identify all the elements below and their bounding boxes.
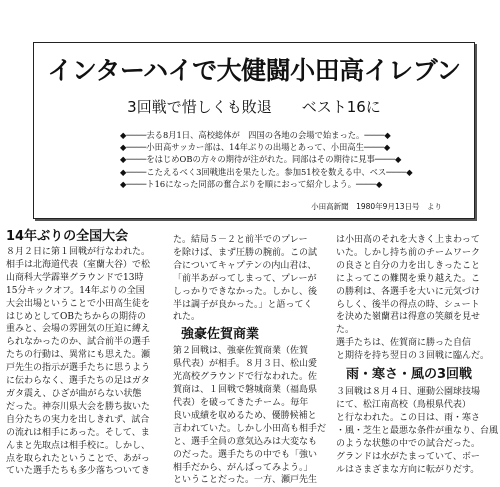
source-credit: 小田高新聞 1980年9月13日号 より bbox=[311, 202, 442, 211]
body-line: んまと先取点は相手校に。しかし、 bbox=[6, 440, 151, 451]
summary-line: ◆────をはじめOBの方々の期待が注がれた。同部はその期待に見事────◆ bbox=[120, 154, 402, 165]
body-line: のだった。選手たちの中でも「強い bbox=[173, 449, 318, 460]
body-line: 相手は北海道代表（室蘭大谷）で松 bbox=[6, 259, 151, 270]
body-line: はじめとしてOBたちからの期待の bbox=[6, 311, 146, 322]
body-line: のような状態の中での試合だった。 bbox=[336, 438, 481, 449]
section-heading: 雨・寒さ・風の3回戦 bbox=[346, 367, 473, 383]
body-line: 自分たちの実力を出しきれず、試合 bbox=[6, 414, 150, 425]
body-line: の良さと自分の力を出しきったこと bbox=[336, 260, 481, 271]
body-line: 相手だから、がんばってみよう。」 bbox=[173, 462, 313, 473]
body-line: らしく、後半の得点の時、シュート bbox=[336, 299, 480, 310]
body-line: 15分キックオフ。14年ぶりの全国 bbox=[6, 285, 145, 296]
body-line: に伝わらなく、選手たちの足はガタ bbox=[6, 376, 150, 387]
body-line: だった。神奈川県大会を勝ち抜いた bbox=[6, 401, 151, 412]
body-line: 言われていた。しかし小田高も相手だ bbox=[173, 423, 327, 434]
body-line: の勝利は、各選手を大いに元気づけ bbox=[336, 286, 481, 297]
body-line: を決めた嶺蘭君は得意の笑顔を見せ bbox=[336, 312, 481, 323]
body-line: は小田高のそれを大きく上まわって bbox=[336, 235, 480, 245]
article-column-3 bbox=[336, 234, 498, 476]
body-line: 山商科大学霹崋グラウンドで13時 bbox=[6, 272, 144, 283]
lead-summary bbox=[120, 129, 420, 190]
article-column-2 bbox=[173, 234, 331, 487]
body-line: 戸先生の指示が選手たちに思うよう bbox=[6, 363, 151, 374]
summary-line: ◆────去る8月1日、高校総体が 四国の各地の会場で始まった。────◆ bbox=[120, 130, 391, 140]
headline-box bbox=[33, 42, 475, 219]
body-line: と、選手全員の意気込みは大変なも bbox=[173, 436, 318, 447]
body-line: 「前半あがってしまって、プレーが bbox=[173, 273, 317, 284]
summary-line: ◆────小田高サッカー部は、14年ぶりの出場とあって、小田高生────◆ bbox=[120, 142, 391, 153]
body-line: 賀商は、１回戦で磐城商業（福島県 bbox=[173, 385, 318, 396]
body-line: しっかりできなかった。しかし、後 bbox=[173, 286, 318, 297]
article-title: インターハイで大健闘小田高イレブン bbox=[47, 56, 461, 85]
body-line: 光高校グラウンドで行なわれた。佐 bbox=[173, 372, 318, 383]
body-line: ８月２日に第１回戦が行なわれた。 bbox=[6, 247, 151, 257]
body-line: たちの行動は、異常にも思えた。瀬 bbox=[6, 350, 151, 361]
body-line: と行なわれた。この日は、雨・寒さ bbox=[336, 412, 481, 423]
body-line: 点を取られたということで、あがっ bbox=[6, 453, 150, 464]
body-line: 良い成績を収めるため、優勝候補と bbox=[173, 410, 317, 421]
body-line: ３回戦は８月４日、運動公園球技場 bbox=[336, 387, 481, 398]
body-line: ということだった。一方、瀬戸先生 bbox=[173, 475, 318, 486]
section-heading: 強豪佐賀商業 bbox=[181, 327, 260, 343]
body-line: れた。 bbox=[173, 312, 201, 323]
body-line: いた。しかし持ち前のチームワーク bbox=[336, 247, 481, 258]
body-line: 県代表）が相手。８月３日、松山愛 bbox=[173, 359, 318, 370]
body-line: ていた選手たちも多少落ちついてき bbox=[6, 466, 150, 477]
summary-line: ◆────こたえるべく3回戦進出を果たした。参加51校を数える中、ベス────◆ bbox=[120, 166, 413, 177]
body-line: 第２回戦は、強豪佐賀商業（佐賀 bbox=[173, 346, 309, 357]
body-line: ガタ震え、ひざが曲がらない状態 bbox=[6, 388, 142, 399]
body-line: 大会出場ということで小田高生徒を bbox=[6, 298, 151, 309]
body-line: グランドは水がたまっていて、ボー bbox=[336, 451, 480, 462]
body-line: を除けば、まず圧勝の腕前。この試 bbox=[173, 247, 318, 258]
body-line: と期待を持ち翌日の３回戦に臨んだ。 bbox=[336, 351, 490, 362]
body-line: 代表）を破ってきたチーム。毎年 bbox=[173, 397, 309, 408]
article-column-1 bbox=[6, 228, 166, 478]
body-line: にて、松江南高校（鳥根県代表） bbox=[336, 399, 471, 410]
article-subtitle: 3回戦で惜しくも敗退 ベスト16に bbox=[127, 98, 381, 116]
body-line: 半は調子が良かった。」と語ってく bbox=[173, 299, 313, 310]
section-heading: 14年ぶりの全国大会 bbox=[6, 229, 129, 244]
body-line: によってこの難関を乗り越えた。こ bbox=[336, 273, 481, 284]
body-line: た。 bbox=[336, 325, 355, 336]
body-line: た。結局５－２と前半でのプレー bbox=[173, 235, 308, 245]
body-line: 合についてキャプテンの内山君は、 bbox=[173, 260, 317, 271]
body-line: 選手たちは、佐賀商に勝った自信 bbox=[336, 338, 472, 349]
body-line: 重みと、会場の雰囲気の圧迫に縛え bbox=[6, 324, 151, 335]
body-line: ルはさまざまな方向に転がりだす。 bbox=[336, 464, 480, 475]
body-line: ・風・芝生と最悪な条件が重なり、台風 bbox=[336, 425, 498, 436]
summary-line: ◆────ト16になった同部の奮合ぶりを順におって紹介しよう。────◆ bbox=[120, 178, 383, 189]
body-line: られなかったのか、試合前半の選手 bbox=[6, 337, 151, 348]
body-line: の流れは相手にあった。そして、ま bbox=[6, 427, 150, 438]
